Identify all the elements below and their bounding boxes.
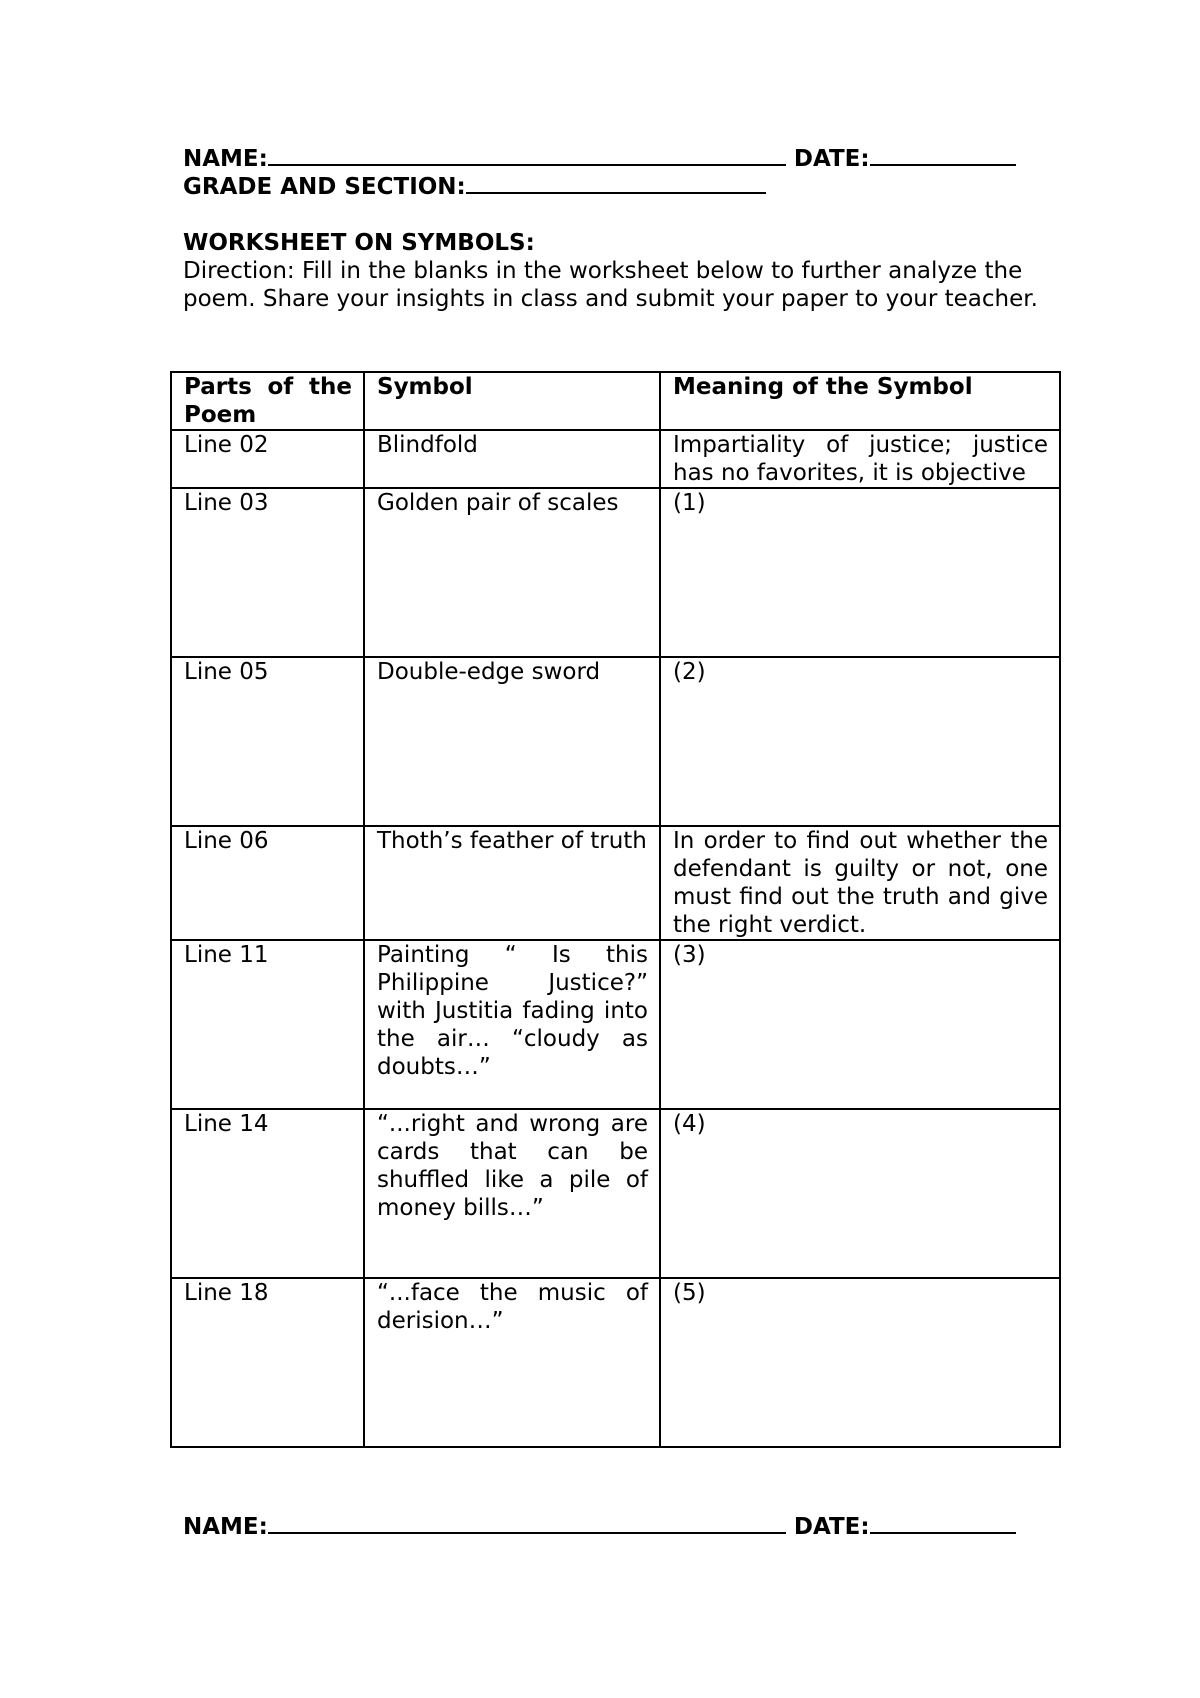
part-cell: Line 18 — [171, 1278, 364, 1447]
symbol-cell: Golden pair of scales — [364, 488, 660, 657]
table-row — [171, 657, 1060, 826]
meaning-cell[interactable]: (3) — [660, 940, 1060, 1109]
symbol-cell: Painting “ Is this Philippine Justice?” with Justitia fading into the air… “cloudy as doubts…” — [364, 940, 660, 1109]
grade-section-label: GRADE AND SECTION: — [183, 174, 466, 200]
part-cell: Line 11 — [171, 940, 364, 1109]
table-row — [171, 488, 1060, 657]
footer-name-date-row — [183, 1512, 1016, 1541]
symbol-cell: Double-edge sword — [364, 657, 660, 826]
part-cell: Line 06 — [171, 826, 364, 940]
symbols-table — [170, 371, 1061, 1448]
symbol-cell: Thoth’s feather of truth — [364, 826, 660, 940]
table-row — [171, 1109, 1060, 1278]
meaning-cell: Impartiality of justice; justice has no favorites, it is objective — [660, 430, 1060, 488]
name-date-row — [183, 144, 1016, 173]
meaning-cell[interactable]: (2) — [660, 657, 1060, 826]
table-header-row — [171, 372, 1060, 430]
grade-section-blank — [466, 172, 766, 194]
footer-name-label: NAME: — [183, 1514, 268, 1540]
table-row — [171, 940, 1060, 1109]
part-cell: Line 03 — [171, 488, 364, 657]
table-row — [171, 430, 1060, 488]
meaning-cell[interactable]: (5) — [660, 1278, 1060, 1447]
date-label: DATE: — [793, 146, 870, 172]
symbol-cell: “...face the music of derision…” — [364, 1278, 660, 1447]
table-row — [171, 826, 1060, 940]
part-cell: Line 14 — [171, 1109, 364, 1278]
header-symbol: Symbol — [364, 372, 660, 430]
part-cell: Line 02 — [171, 430, 364, 488]
symbol-cell: “...right and wrong are cards that can be shuffled like a pile of money bills…” — [364, 1109, 660, 1278]
part-cell: Line 05 — [171, 657, 364, 826]
name-blank — [268, 144, 786, 166]
footer-date-label: DATE: — [793, 1514, 870, 1540]
header-meaning: Meaning of the Symbol — [660, 372, 1060, 430]
meaning-cell: In order to find out whether the defendant is guilty or not, one must find out the truth and give the right verdict. — [660, 826, 1060, 940]
table-row — [171, 1278, 1060, 1447]
date-blank — [870, 144, 1016, 166]
header-parts: Parts of the Poem — [171, 372, 364, 430]
footer-date-blank — [870, 1512, 1016, 1534]
meaning-cell[interactable]: (4) — [660, 1109, 1060, 1278]
footer-name-blank — [268, 1512, 786, 1534]
worksheet-title: WORKSHEET ON SYMBOLS: — [183, 230, 535, 256]
name-label: NAME: — [183, 146, 268, 172]
grade-section-row — [183, 172, 766, 201]
symbol-cell: Blindfold — [364, 430, 660, 488]
direction-text: Direction: Fill in the blanks in the worksheet below to further analyze the poem. Share your insights in class and submit your paper to your teacher. — [183, 258, 1038, 312]
meaning-cell[interactable]: (1) — [660, 488, 1060, 657]
